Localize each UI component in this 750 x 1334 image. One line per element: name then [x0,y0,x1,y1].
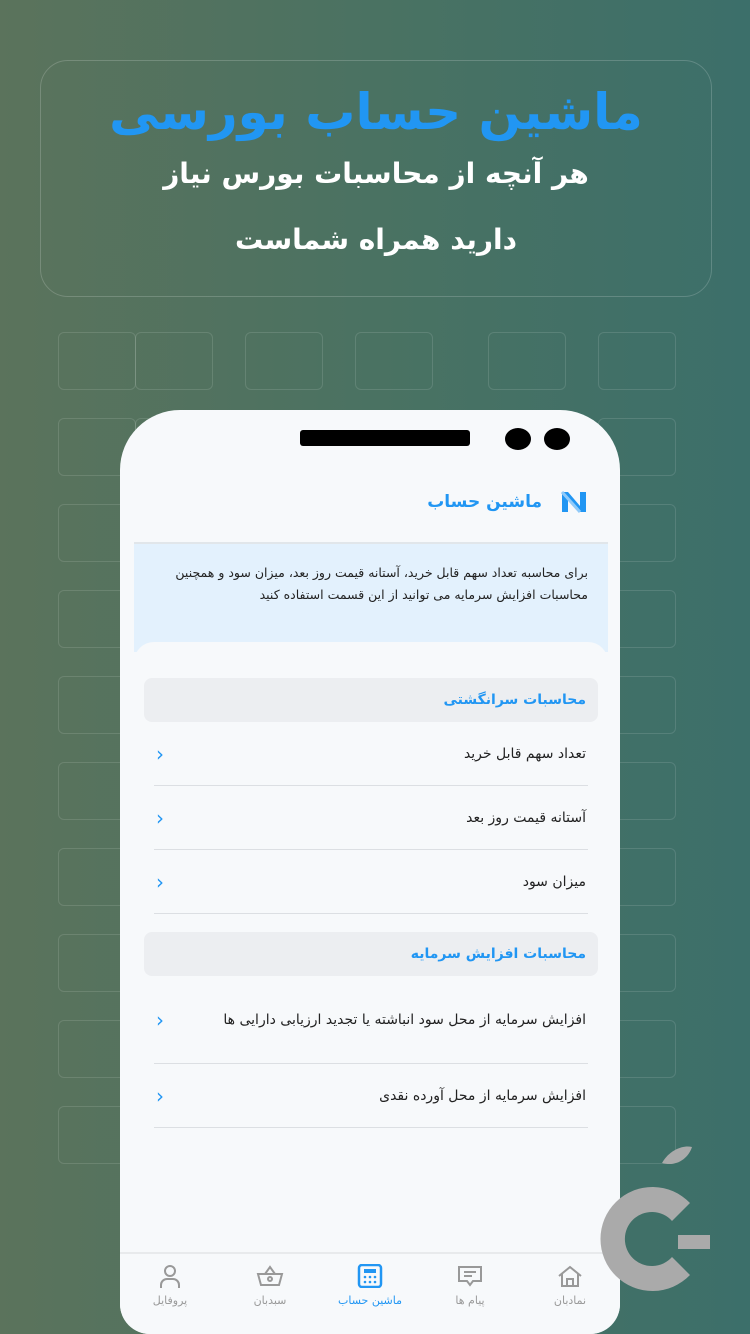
grid-square [135,332,213,390]
camera-icon [505,428,531,450]
menu-item-label: افزایش سرمایه از محل آورده نقدی [379,1087,586,1104]
bottom-nav [120,1252,620,1334]
menu-list [134,642,608,1262]
header-title: ماشین حساب [427,492,542,512]
menu-item-profit[interactable] [154,850,588,914]
info-box: برای محاسبه تعداد سهم قابل خرید، آستانه قیمت روز بعد، میزان سود و همچنین محاسبات افزایش سرمایه می توانید از این قسمت استفاده کنید [134,542,608,652]
menu-item-next-day-threshold[interactable] [154,786,588,850]
chevron-left-icon: › [156,805,164,830]
message-icon [456,1264,484,1288]
brand-logo-icon [600,1145,715,1305]
grid-square [245,332,323,390]
hero-title: ماشین حساب بورسی [109,83,643,141]
camera-icon [544,428,570,450]
chevron-left-icon: › [156,741,164,766]
chevron-left-icon: › [156,869,164,894]
menu-item-capital-increase-cash[interactable] [154,1064,588,1128]
nav-label: سبدبان [253,1294,287,1307]
nav-label: پروفایل [152,1294,188,1307]
grid-square [355,332,433,390]
menu-item-label: تعداد سهم قابل خرید [463,745,586,762]
section-header: محاسبات سرانگشتی [144,678,598,722]
menu-item-label: میزان سود [522,873,586,890]
user-icon [156,1264,184,1288]
app-header [427,490,588,514]
nav-messages[interactable] [420,1254,520,1334]
grid-square [58,332,136,390]
phone-notch [300,430,470,446]
calculator-icon [356,1264,384,1288]
home-icon [556,1264,584,1288]
menu-item-capital-increase-retained[interactable] [154,976,588,1064]
menu-item-buyable-shares[interactable] [154,722,588,786]
hero-banner [40,60,712,297]
nav-label: ماشین حساب [338,1294,402,1307]
nav-calculator[interactable] [320,1254,420,1334]
hero-subtitle-1: هر آنچه از محاسبات بورس نیاز [163,157,589,190]
hero-subtitle-2: دارید همراه شماست [235,223,517,256]
chevron-left-icon: › [156,1007,164,1032]
nav-basket[interactable] [220,1254,320,1334]
basket-icon [256,1264,284,1288]
app-logo-icon [560,490,588,514]
menu-item-label: آستانه قیمت روز بعد [466,809,586,826]
nav-label: پیام ها [455,1294,485,1307]
menu-item-label: افزایش سرمایه از محل سود انباشته یا تجدید ارزیابی دارایی ها [223,1011,586,1028]
phone-mockup [120,410,620,1334]
grid-square [488,332,566,390]
grid-square [598,332,676,390]
section-header: محاسبات افزایش سرمایه [144,932,598,976]
nav-label: نمادبان [553,1294,587,1307]
nav-profile[interactable] [120,1254,220,1334]
chevron-left-icon: › [156,1083,164,1108]
